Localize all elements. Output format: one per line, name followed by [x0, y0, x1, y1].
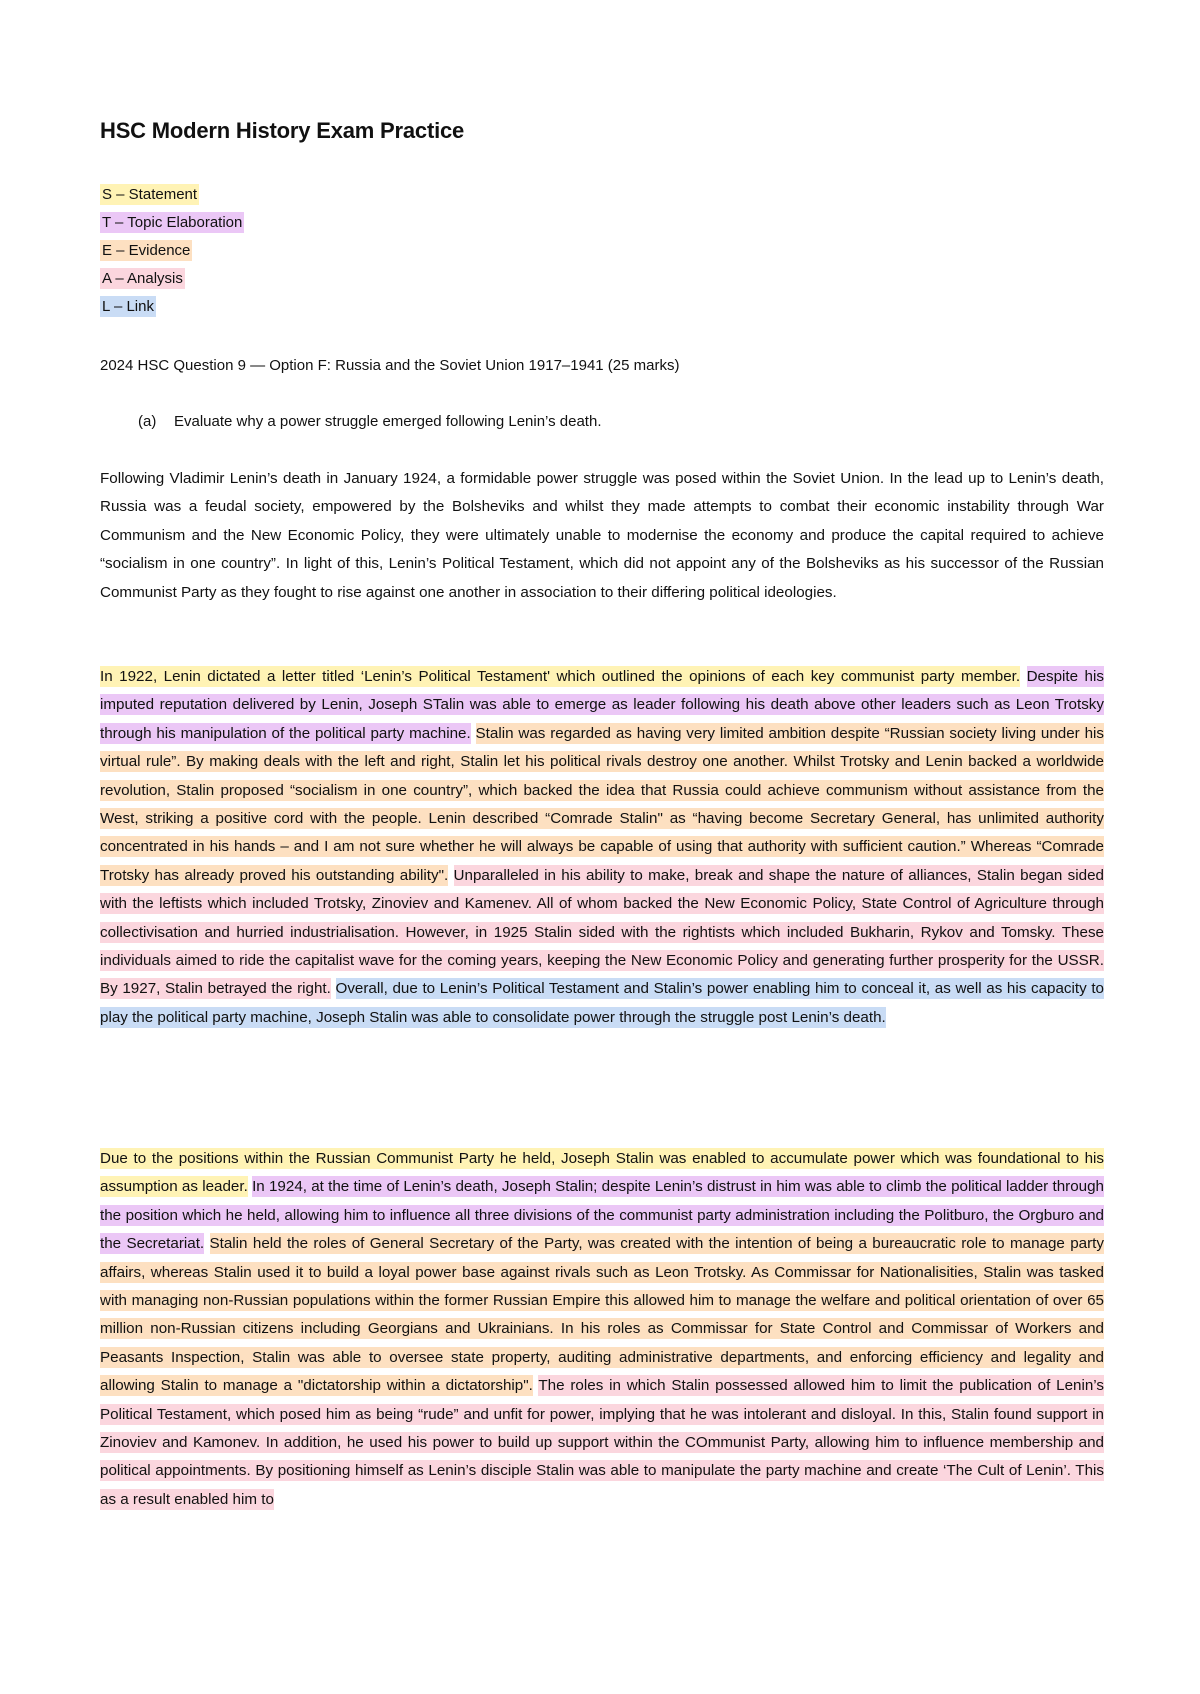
introduction-paragraph: Following Vladimir Lenin’s death in January 1924, a formidable power struggle was posed within the Soviet Union. In the lead up to Lenin’s death, Russia was a feudal society, empowered by the Bolsheviks and whilst they made attempts to combat their economic instability through War Communism and the New Economic Policy, they were ultimately unable to modernise the economy and produce the capital required to achieve “socialism in one country”. In light of this, Lenin’s Political Testament, which did not appoint any of the Bolsheviks as his successor of the Russian Communist Party as they fought to rise against one another in association to their differing political ideologies.	[100, 470, 1104, 601]
para1-link: Overall, due to Lenin’s Political Testament and Stalin’s power enabling him to conceal it, as well as his capacity to play the political party machine, Joseph Stalin was able to consolidate power through the struggle post Lenin’s death.	[100, 980, 1104, 1026]
sub-question	[138, 413, 602, 430]
body-paragraph-2	[100, 1145, 1104, 1514]
para1-topic-elaboration: Despite his imputed reputation delivered by Lenin, Joseph STalin was able to emerge as leader following his death above other leaders such as Leon Trotsky through his manipulation of the political party machine.	[100, 668, 1104, 742]
para2-topic-elaboration: In 1924, at the time of Lenin’s death, Joseph Stalin; despite Lenin’s distrust in him was able to climb the political ladder through the position which he held, allowing him to influence all three divisions of the communist party administration including the Politburo, the Orgburo and the Secretariat.	[100, 1178, 1104, 1253]
para1-statement: In 1922, Lenin dictated a letter titled ‘Lenin’s Political Testament' which outlined the opinions of each key communist party member.	[100, 668, 1021, 685]
document-title: HSC Modern History Exam Practice	[100, 118, 465, 143]
colour-legend	[100, 184, 244, 324]
sub-question-text: Evaluate why a power struggle emerged following Lenin’s death.	[174, 413, 602, 430]
legend-evidence: E – Evidence	[102, 242, 191, 259]
legend-topic-elaboration: T – Topic Elaboration	[102, 214, 243, 231]
question-title: 2024 HSC Question 9 — Option F: Russia and the Soviet Union 1917–1941 (25 marks)	[100, 357, 680, 374]
sub-question-label: (a)	[138, 413, 157, 430]
para1-analysis: Unparalleled in his ability to make, break and shape the nature of alliances, Stalin began sided with the leftists which included Trotsky, Zinoviev and Kamenev. All of whom backed the New Economic Policy, State Control of Agriculture through collectivisation and hurried industrialisation. However, in 1925 Stalin sided with the rightists which included Bukharin, Rykov and Tomsky. These individuals aimed to ride the capitalist wave for the coming years, keeping the New Economic Policy and generating further prosperity for the USSR. By 1927, Stalin betrayed the right.	[100, 866, 1104, 998]
legend-analysis: A – Analysis	[102, 270, 183, 287]
para2-statement: Due to the positions within the Russian Communist Party he held, Joseph Stalin was enabled to accumulate power which was foundational to his assumption as leader.	[100, 1150, 1104, 1196]
para2-analysis: The roles in which Stalin possessed allowed him to limit the publication of Lenin’s Political Testament, which posed him as being “rude” and unfit for power, implying that he was intolerant and disloyal. In this, Stalin found support in Zinoviev and Kamonev. In addition, he used his power to build up support within the COmmunist Party, allowing him to influence membership and political appointments. By positioning himself as Lenin’s disciple Stalin was able to manipulate the party machine and create ‘The Cult of Lenin’. This as a result enabled him to	[100, 1377, 1105, 1508]
legend-statement: S – Statement	[102, 186, 198, 203]
para2-evidence: Stalin held the roles of General Secretary of the Party, was created with the intention of being a bureaucratic role to manage party affairs, whereas Stalin used it to build a loyal power base against rivals such as Leon Trotsky. As Commissar for Nationalisities, Stalin was tasked with managing non-Russian populations within the former Russian Empire this allowed him to manage the welfare and political orientation of over 65 million non-Russian citizens including Georgians and Ukrainians. In his roles as Commissar for State Control and Commissar of Workers and Peasants Inspection, Stalin was able to oversee state property, auditing administrative departments, and enforcing efficiency and legality and allowing Stalin to manage a "dictatorship within a dictatorship".	[100, 1235, 1104, 1395]
body-paragraph-1	[100, 663, 1104, 1032]
legend-link: L – Link	[102, 298, 154, 315]
para1-evidence: Stalin was regarded as having very limited ambition despite “Russian society living under his virtual rule”. By making deals with the left and right, Stalin let his political rivals destroy one another. Whilst Trotsky and Lenin backed a worldwide revolution, Stalin proposed “socialism in one country”, which backed the idea that Russia could achieve communism without assistance from the West, striking a positive cord with the people. Lenin described “Comrade Stalin" as “having become Secretary General, has unlimited authority concentrated in his hands – and I am not sure whether he will always be capable of using that authority with sufficient caution.” Whereas “Comrade Trotsky has already proved his outstanding ability".	[100, 724, 1104, 884]
